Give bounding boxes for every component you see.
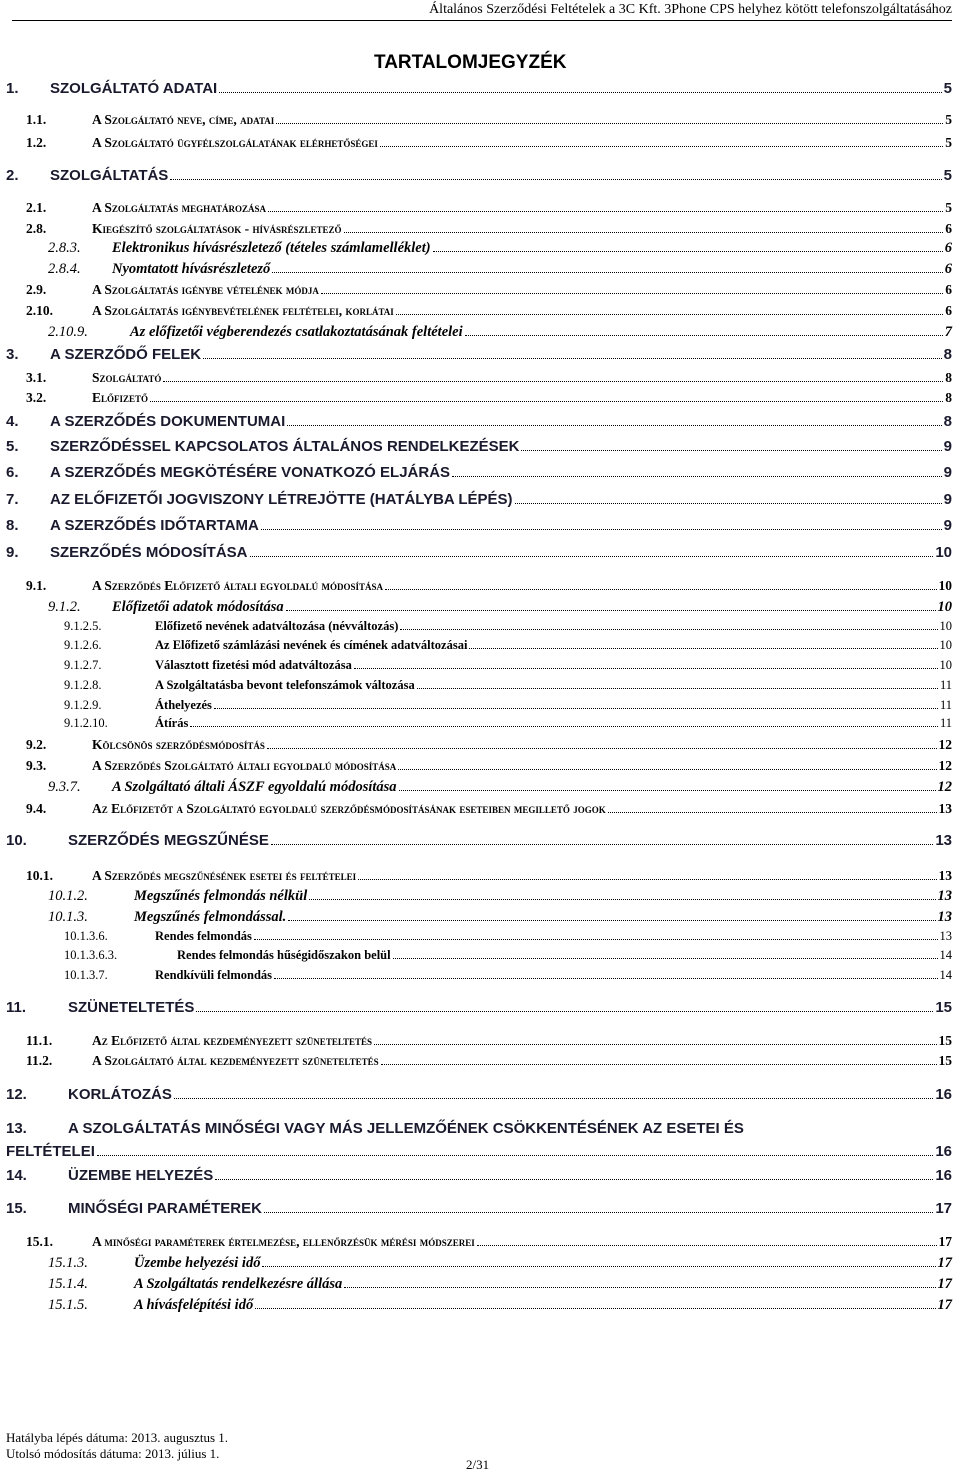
toc-entry[interactable]	[26, 1033, 952, 1049]
toc-entry-page: 13	[937, 909, 952, 925]
toc-entry-title: A SZERZŐDŐ FELEK	[50, 346, 202, 363]
toc-entry-title: SZÜNETELTETÉS	[68, 999, 195, 1016]
toc-entry-title: ÜZEMBE HELYEZÉS	[68, 1167, 214, 1184]
dot-leader	[267, 739, 937, 749]
dot-leader	[385, 580, 937, 590]
toc-entry-number: 1.	[6, 80, 19, 97]
toc-entry-number: 9.1.2.6.	[64, 638, 102, 652]
toc-entry-title: A Szolgáltatás rendelkezésre állása	[134, 1276, 343, 1292]
dot-leader	[174, 1088, 933, 1100]
toc-entry-title: SZOLGÁLTATÁS	[50, 167, 169, 184]
toc-entry-page: 8	[945, 370, 952, 385]
dot-leader	[261, 519, 942, 531]
dot-leader	[477, 1236, 937, 1246]
toc-entry-number: 10.1.2.	[48, 888, 88, 904]
toc-entry-title: A Szolgáltató által kezdeményezett szüneteltetés	[92, 1053, 379, 1068]
toc-entry-number: 12.	[6, 1086, 27, 1103]
dot-leader	[255, 1298, 935, 1309]
dot-leader	[190, 717, 938, 727]
toc-entry-number: 15.1.3.	[48, 1255, 88, 1271]
toc-entry-page: 8	[943, 346, 952, 363]
toc-entry-page: 6	[945, 221, 952, 236]
toc-entry-page: 6	[944, 261, 952, 277]
toc-entry[interactable]	[6, 1167, 952, 1184]
dot-leader	[608, 803, 937, 813]
toc-entry-number: 11.2.	[26, 1053, 53, 1068]
toc-entry[interactable]	[48, 888, 952, 905]
toc-entry-page: 6	[944, 240, 952, 256]
toc-entry-title: Az Előfizetőt a Szolgáltató egyoldalú szerződésmódosításának eseteiben megillető jogok	[92, 801, 606, 816]
toc-entry-number: 2.10.9.	[48, 324, 88, 340]
toc-entry-title: A Szolgáltatásba bevont telefonszámok változása	[155, 678, 415, 692]
toc-entry[interactable]	[48, 324, 952, 341]
toc-entry[interactable]	[26, 801, 952, 817]
toc-entry-title: Áthelyezés	[155, 698, 212, 712]
toc-entry-title: Szolgáltató	[92, 370, 162, 385]
toc-entry-title: KORLÁTOZÁS	[68, 1086, 172, 1103]
toc-entry-title: Megszűnés felmondás nélkül	[134, 888, 308, 904]
toc-entry-number: 10.1.3.	[48, 909, 88, 925]
toc-entry-title: Kiegészítő szolgáltatások - hívásrészletező	[92, 221, 342, 236]
toc-entry[interactable]	[64, 619, 952, 634]
toc-entry-page: 10	[935, 544, 952, 561]
toc-entry-title: Átírás	[155, 716, 189, 730]
toc-entry-number: 15.	[6, 1200, 27, 1217]
toc-entry-title: Előfizető nevének adatváltozása (névváltozás)	[155, 619, 399, 633]
toc-entry-number: 2.8.	[26, 221, 47, 236]
toc-entry-number: 2.9.	[26, 282, 47, 297]
toc-entry-number: 10.1.3.7.	[64, 968, 108, 982]
toc-entry-page: 10	[939, 658, 952, 672]
toc-entry-title: A Szolgáltató általi ÁSZF egyoldalú módosítása	[112, 779, 397, 795]
dot-leader	[214, 699, 938, 709]
toc-entry-title: A Szolgáltatás igénybe vételének módja	[92, 282, 319, 297]
dot-leader	[358, 870, 936, 880]
toc-entry-page: 7	[944, 324, 952, 340]
toc-entry[interactable]	[26, 390, 952, 406]
toc-entry-page: 5	[945, 112, 952, 127]
toc-entry-page: 15	[935, 999, 952, 1016]
toc-entry-page: 12	[937, 779, 952, 795]
toc-entry-number: 2.1.	[26, 200, 47, 215]
toc-entry-page: 12	[938, 758, 952, 773]
toc-entry-number: 9.1.2.10.	[64, 716, 108, 730]
toc-entry-title: A Szerződés megszűnésének esetei és feltételei	[92, 868, 357, 883]
toc-entry-title: A Szolgáltató neve, címe, adatai	[92, 112, 275, 127]
dot-leader	[219, 82, 941, 94]
toc-entry-number: 1.2.	[26, 135, 47, 150]
toc-entry-number: 10.1.	[26, 868, 53, 883]
toc-entry-title: Az Előfizető által kezdeményezett szüneteltetés	[92, 1033, 373, 1048]
toc-entry-number: 9.1.2.9.	[64, 698, 102, 712]
toc-entry-page: 16	[935, 1143, 952, 1160]
dot-leader	[288, 910, 935, 921]
toc-entry-page: 17	[937, 1297, 952, 1313]
toc-entry[interactable]	[6, 346, 952, 363]
toc-entry-number: 9.1.2.	[48, 599, 81, 615]
toc-entry-title: Az Előfizető számlázási nevének és címének adatváltozásai	[155, 638, 468, 652]
dot-leader	[344, 1277, 935, 1288]
toc-entry-number: 9.3.7.	[48, 779, 81, 795]
toc-entry-number: 3.	[6, 346, 19, 363]
dot-leader	[465, 325, 943, 336]
toc-entry[interactable]	[6, 464, 952, 481]
dot-leader	[309, 889, 935, 900]
dot-leader	[380, 137, 943, 147]
dot-leader	[354, 659, 938, 669]
toc-entry[interactable]	[64, 929, 952, 944]
toc-entry-title: A SZERZŐDÉS MEGKÖTÉSÉRE VONATKOZÓ ELJÁRÁS	[50, 464, 451, 481]
toc-entry-page: 17	[937, 1276, 952, 1292]
toc-entry-title: A Szerződés Szolgáltató általi egyoldalú módosítása	[92, 758, 397, 773]
toc-entry-page: 6	[945, 282, 952, 297]
toc-entry[interactable]	[26, 1234, 952, 1250]
toc-entry-number: 13.	[6, 1120, 27, 1137]
toc-entry[interactable]	[26, 370, 952, 386]
toc-entry[interactable]	[48, 599, 952, 616]
toc-entry-number: 4.	[6, 413, 19, 430]
dot-leader	[97, 1145, 933, 1157]
toc-entry-page: 9	[943, 464, 952, 481]
toc-entry-page: 5	[943, 167, 952, 184]
toc-entry-page: 5	[945, 200, 952, 215]
dot-leader	[150, 392, 943, 402]
toc-entry-number: 8.	[6, 517, 19, 534]
toc-entry[interactable]	[64, 968, 952, 983]
dot-leader	[264, 1202, 933, 1214]
dot-leader	[515, 493, 942, 505]
dot-leader	[254, 930, 938, 940]
toc-entry-page: 5	[943, 80, 952, 97]
toc-entry-page: 11	[939, 678, 952, 692]
toc-entry[interactable]	[6, 80, 952, 97]
toc-entry-page: 13	[938, 868, 952, 883]
toc-entry[interactable]	[6, 167, 952, 184]
toc-entry[interactable]	[6, 832, 952, 849]
toc-entry-page: 5	[945, 135, 952, 150]
dot-leader	[344, 223, 944, 233]
toc-entry[interactable]	[48, 1276, 952, 1293]
toc-entry[interactable]	[6, 491, 952, 508]
dot-leader	[196, 1001, 933, 1013]
toc-entry-number: 2.10.	[26, 303, 53, 318]
toc-entry-page: 16	[935, 1167, 952, 1184]
toc-entry-title: Rendkívüli felmondás	[155, 968, 273, 982]
toc-entry-page: 17	[938, 1234, 952, 1249]
toc-entry-page: 13	[939, 929, 952, 943]
toc-entry-page: 8	[945, 390, 952, 405]
toc-entry-title: Választott fizetési mód adatváltozása	[155, 658, 352, 672]
toc-entry-number: 15.1.4.	[48, 1276, 88, 1292]
toc-entry-number: 9.2.	[26, 737, 47, 752]
toc-entry[interactable]	[48, 909, 952, 926]
toc-entry-title: Üzembe helyezési idő	[134, 1255, 261, 1271]
toc-entry-number: 15.1.5.	[48, 1297, 88, 1313]
toc-entry-page: 10	[939, 638, 952, 652]
modified-date: Utolsó módosítás dátuma: 2013. július 1.	[6, 1446, 220, 1461]
toc-entry-page: 10	[938, 578, 952, 593]
toc-entry-continuation[interactable]	[6, 1143, 952, 1160]
toc-entry-page: 10	[937, 599, 952, 615]
toc-entry[interactable]	[26, 282, 952, 298]
dot-leader	[262, 1256, 935, 1267]
toc-entry-number: 3.1.	[26, 370, 47, 385]
dot-leader	[271, 834, 933, 846]
toc-entry[interactable]	[64, 658, 952, 673]
toc-entry-title: A Szerződés Előfizető általi egyoldalú módosítása	[92, 578, 383, 593]
dot-leader	[374, 1035, 936, 1045]
toc-entry[interactable]	[26, 135, 952, 151]
toc-entry[interactable]	[6, 517, 952, 534]
toc-entry-number: 11.1.	[26, 1033, 53, 1048]
toc-entry-title: A Szolgáltató ügyfélszolgálatának elérhetőségei	[92, 135, 378, 150]
toc-entry-number: 9.1.2.7.	[64, 658, 102, 672]
toc-entry-page: 8	[943, 413, 952, 430]
toc-entry[interactable]	[64, 638, 952, 653]
toc-entry-number: 10.	[6, 832, 27, 849]
toc-entry-page: 13	[938, 801, 952, 816]
toc-entry-title: Előfizetői adatok módosítása	[112, 599, 284, 615]
dot-leader	[321, 284, 943, 294]
toc-entry-title: A hívásfelépítési idő	[134, 1297, 254, 1313]
toc-entry-number: 9.4.	[26, 801, 47, 816]
dot-leader	[170, 169, 941, 181]
dot-leader	[433, 241, 943, 252]
toc-entry-title: SZERZŐDÉS MEGSZŰNÉSE	[68, 832, 269, 849]
toc-entry-number: 10.1.3.6.	[64, 929, 108, 943]
toc-entry-number: 9.	[6, 544, 19, 561]
toc-entry[interactable]	[26, 578, 952, 594]
toc-entry-page: 9	[943, 438, 952, 455]
toc-entry-title: Rendes felmondás	[155, 929, 252, 943]
toc-entry-title: Nyomtatott hívásrészletező	[112, 261, 271, 277]
toc-entry-number: 9.3.	[26, 758, 47, 773]
running-header: Általános Szerződési Feltételek a 3C Kft. 3Phone CPS helyhez kötött telefonszolgáltatásához	[12, 2, 952, 21]
toc-entry-title: A SZERZŐDÉS IDŐTARTAMA	[50, 517, 259, 534]
toc-entry-page: 9	[943, 517, 952, 534]
toc-entry[interactable]	[48, 779, 952, 796]
toc-entry[interactable]	[6, 1200, 952, 1217]
toc-entry-title: A SZOLGÁLTATÁS MINŐSÉGI VAGY MÁS JELLEMZŐÉNEK CSÖKKENTÉSÉNEK AZ ESETEI ÉS	[68, 1120, 744, 1137]
toc-entry[interactable]	[26, 112, 952, 128]
toc-entry-number: 14.	[6, 1167, 27, 1184]
toc-entry[interactable]	[26, 737, 952, 753]
toc-entry-page: 13	[937, 888, 952, 904]
toc-entry-title: Az előfizetői végberendezés csatlakoztatásának feltételei	[130, 324, 463, 340]
toc-entry[interactable]	[48, 261, 952, 278]
toc-entry-title: Előfizető	[92, 390, 149, 405]
dot-leader	[452, 466, 942, 478]
dot-leader	[399, 780, 936, 791]
toc-entry[interactable]	[48, 1255, 952, 1272]
dot-leader	[272, 262, 942, 273]
toc-entry-number: 2.8.4.	[48, 261, 81, 277]
toc-entry[interactable]	[26, 758, 952, 774]
toc-entry[interactable]	[48, 1297, 952, 1314]
toc-entry-title: Megszűnés felmondással.	[134, 909, 287, 925]
toc-entry-page: 12	[938, 737, 952, 752]
toc-entry[interactable]	[48, 240, 952, 257]
dot-leader	[203, 348, 942, 360]
toc-entry-page: 17	[935, 1200, 952, 1217]
toc-entry-title: SZOLGÁLTATÓ ADATAI	[50, 80, 218, 97]
toc-entry-number: 9.1.	[26, 578, 47, 593]
toc-title: TARTALOMJEGYZÉK	[374, 52, 567, 73]
toc-entry[interactable]	[64, 948, 952, 963]
toc-entry-title: A SZERZŐDÉS DOKUMENTUMAI	[50, 413, 286, 430]
toc-entry-page: 17	[937, 1255, 952, 1271]
dot-leader	[163, 372, 943, 382]
toc-entry-title: A minőségi paraméterek értelmezése, ellenőrzésük mérési módszerei	[92, 1234, 475, 1249]
page-number: 2/31	[466, 1457, 490, 1472]
toc-entry-number: 15.1.	[26, 1234, 53, 1249]
toc-entry-page: 6	[945, 303, 952, 318]
dot-leader	[268, 202, 943, 212]
toc-entry-page: 13	[935, 832, 952, 849]
dot-leader	[417, 679, 938, 689]
dot-leader	[469, 639, 937, 649]
dot-leader	[287, 415, 941, 427]
toc-entry-number: 9.1.2.8.	[64, 678, 102, 692]
toc-entry-number: 7.	[6, 491, 19, 508]
effective-date: Hatályba lépés dátuma: 2013. augusztus 1.	[6, 1430, 229, 1445]
toc-entry[interactable]	[64, 716, 952, 731]
toc-entry-number: 3.2.	[26, 390, 47, 405]
toc-entry-number: 5.	[6, 438, 19, 455]
toc-entry-number: 11.	[6, 999, 27, 1016]
toc-entry-page: 14	[939, 968, 952, 982]
toc-entry[interactable]	[6, 1086, 952, 1103]
toc-entry-title: SZERZŐDÉSSEL KAPCSOLATOS ÁLTALÁNOS RENDELKEZÉSEK	[50, 438, 520, 455]
toc-entry[interactable]	[6, 438, 952, 455]
toc-entry-number: 2.	[6, 167, 19, 184]
dot-leader	[393, 949, 938, 959]
toc-entry-number: 10.1.3.6.3.	[64, 948, 118, 962]
toc-entry-page: 16	[935, 1086, 952, 1103]
toc-entry-page: 14	[939, 948, 952, 962]
dot-leader	[396, 305, 943, 315]
toc-entry-page: 9	[943, 491, 952, 508]
toc-entry[interactable]	[6, 413, 952, 430]
toc-entry-title-cont: FELTÉTELEI	[6, 1143, 95, 1160]
toc-entry[interactable]	[64, 698, 952, 713]
toc-entry-page: 11	[939, 698, 952, 712]
dot-leader	[274, 969, 937, 979]
toc-entry-number: 1.1.	[26, 112, 47, 127]
toc-entry-title: Rendes felmondás hűségidőszakon belül	[177, 948, 391, 962]
toc-entry[interactable]	[64, 678, 952, 693]
toc-entry-number: 2.8.3.	[48, 240, 81, 256]
toc-entry[interactable]	[26, 1053, 952, 1069]
toc-entry-title: A Szolgáltatás meghatározása	[92, 200, 266, 215]
toc-entry-page: 11	[939, 716, 952, 730]
toc-entry[interactable]	[6, 1120, 952, 1137]
dot-leader	[276, 114, 943, 124]
toc-entry-title: AZ ELŐFIZETŐI JOGVISZONY LÉTREJÖTTE (HATÁLYBA LÉPÉS)	[50, 491, 513, 508]
toc-entry[interactable]	[26, 868, 952, 884]
toc-entry[interactable]	[6, 544, 952, 561]
toc-entry-title: MINŐSÉGI PARAMÉTEREK	[68, 1200, 262, 1217]
toc-entry[interactable]	[26, 303, 952, 319]
toc-entry-title: Elektronikus hívásrészletező (tételes számlamelléklet)	[112, 240, 431, 256]
toc-entry-number: 9.1.2.5.	[64, 619, 102, 633]
dot-leader	[286, 600, 936, 611]
dot-leader	[398, 760, 936, 770]
toc-entry-title: SZERZŐDÉS MÓDOSÍTÁSA	[50, 544, 248, 561]
dot-leader	[381, 1055, 937, 1065]
dot-leader	[215, 1169, 933, 1181]
toc-entry[interactable]	[26, 221, 952, 237]
dot-leader	[250, 546, 934, 558]
toc-entry-page: 15	[938, 1033, 952, 1048]
dot-leader	[400, 620, 937, 630]
toc-entry-page: 15	[938, 1053, 952, 1068]
toc-entry-page: 10	[939, 619, 952, 633]
toc-entry-title: A Szolgáltatás igénybevételének feltételei, korlátai	[92, 303, 394, 318]
toc-entry[interactable]	[26, 200, 952, 216]
toc-entry-number: 6.	[6, 464, 19, 481]
toc-entry-title: Kölcsönös szerződésmódosítás	[92, 737, 265, 752]
toc-entry[interactable]	[6, 999, 952, 1016]
dot-leader	[521, 440, 941, 452]
